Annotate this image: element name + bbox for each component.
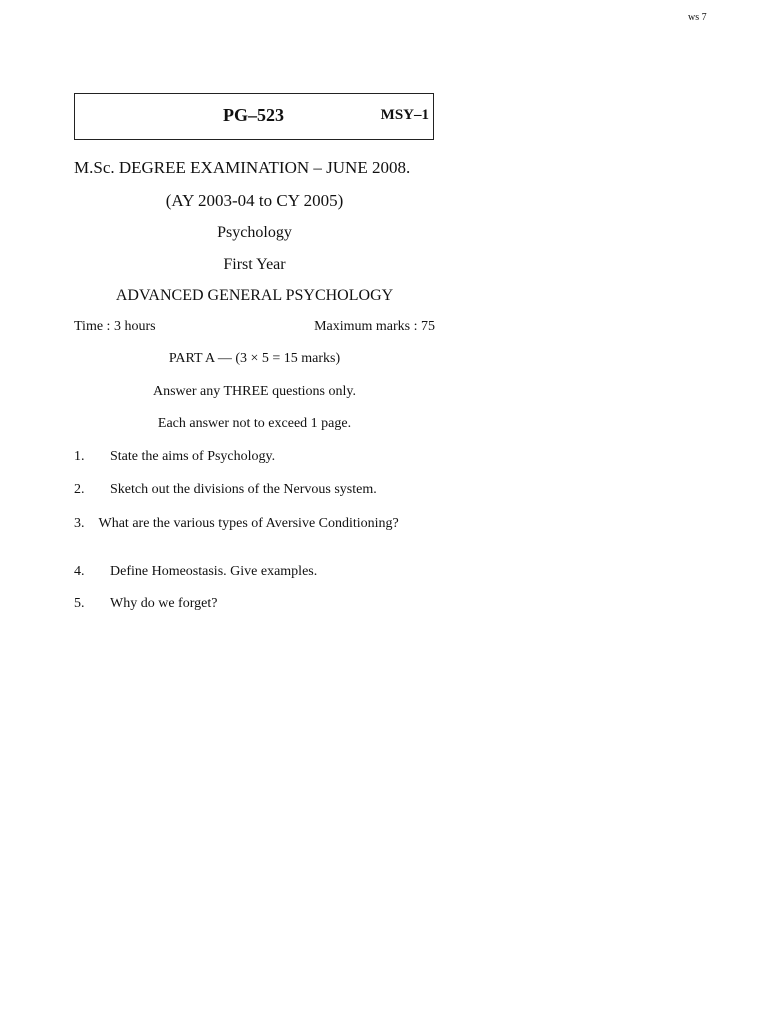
instruction-answer-three: Answer any THREE questions only.	[153, 384, 356, 399]
question-text: Sketch out the divisions of the Nervous system.	[110, 482, 377, 497]
question-number: 4.	[74, 564, 85, 579]
question-number: 5.	[74, 596, 85, 611]
question-1	[74, 449, 435, 465]
batch-info: (AY 2003-04 to CY 2005)	[165, 191, 344, 210]
subject-code: MSY–1	[380, 107, 429, 123]
question-4	[74, 564, 435, 580]
instruction-page-limit: Each answer not to exceed 1 page.	[157, 416, 352, 431]
paper-code: PG–523	[223, 105, 284, 125]
question-2	[74, 482, 435, 498]
question-3	[74, 515, 435, 532]
question-text: Define Homeostasis. Give examples.	[110, 564, 318, 579]
time-marks-row	[74, 319, 435, 335]
exam-title: M.Sc. DEGREE EXAMINATION – JUNE 2008.	[74, 158, 411, 177]
max-marks-label: Maximum marks : 75	[314, 319, 435, 334]
question-number: 2.	[74, 482, 85, 497]
paper-code-box	[74, 93, 434, 140]
subject-name: Psychology	[217, 224, 292, 241]
question-number: 3.	[74, 516, 85, 531]
part-title: PART A — (3 × 5 = 15 marks)	[168, 351, 341, 366]
course-title: ADVANCED GENERAL PSYCHOLOGY	[115, 287, 394, 304]
question-number: 1.	[74, 449, 85, 464]
page-corner-mark: ws 7	[688, 12, 707, 23]
question-text: Why do we forget?	[110, 596, 218, 611]
time-label: Time : 3 hours	[74, 319, 156, 334]
question-5	[74, 596, 435, 612]
year-label: First Year	[223, 256, 286, 273]
question-text: What are the various types of Aversive Conditioning?	[98, 516, 399, 531]
question-text: State the aims of Psychology.	[110, 449, 276, 464]
